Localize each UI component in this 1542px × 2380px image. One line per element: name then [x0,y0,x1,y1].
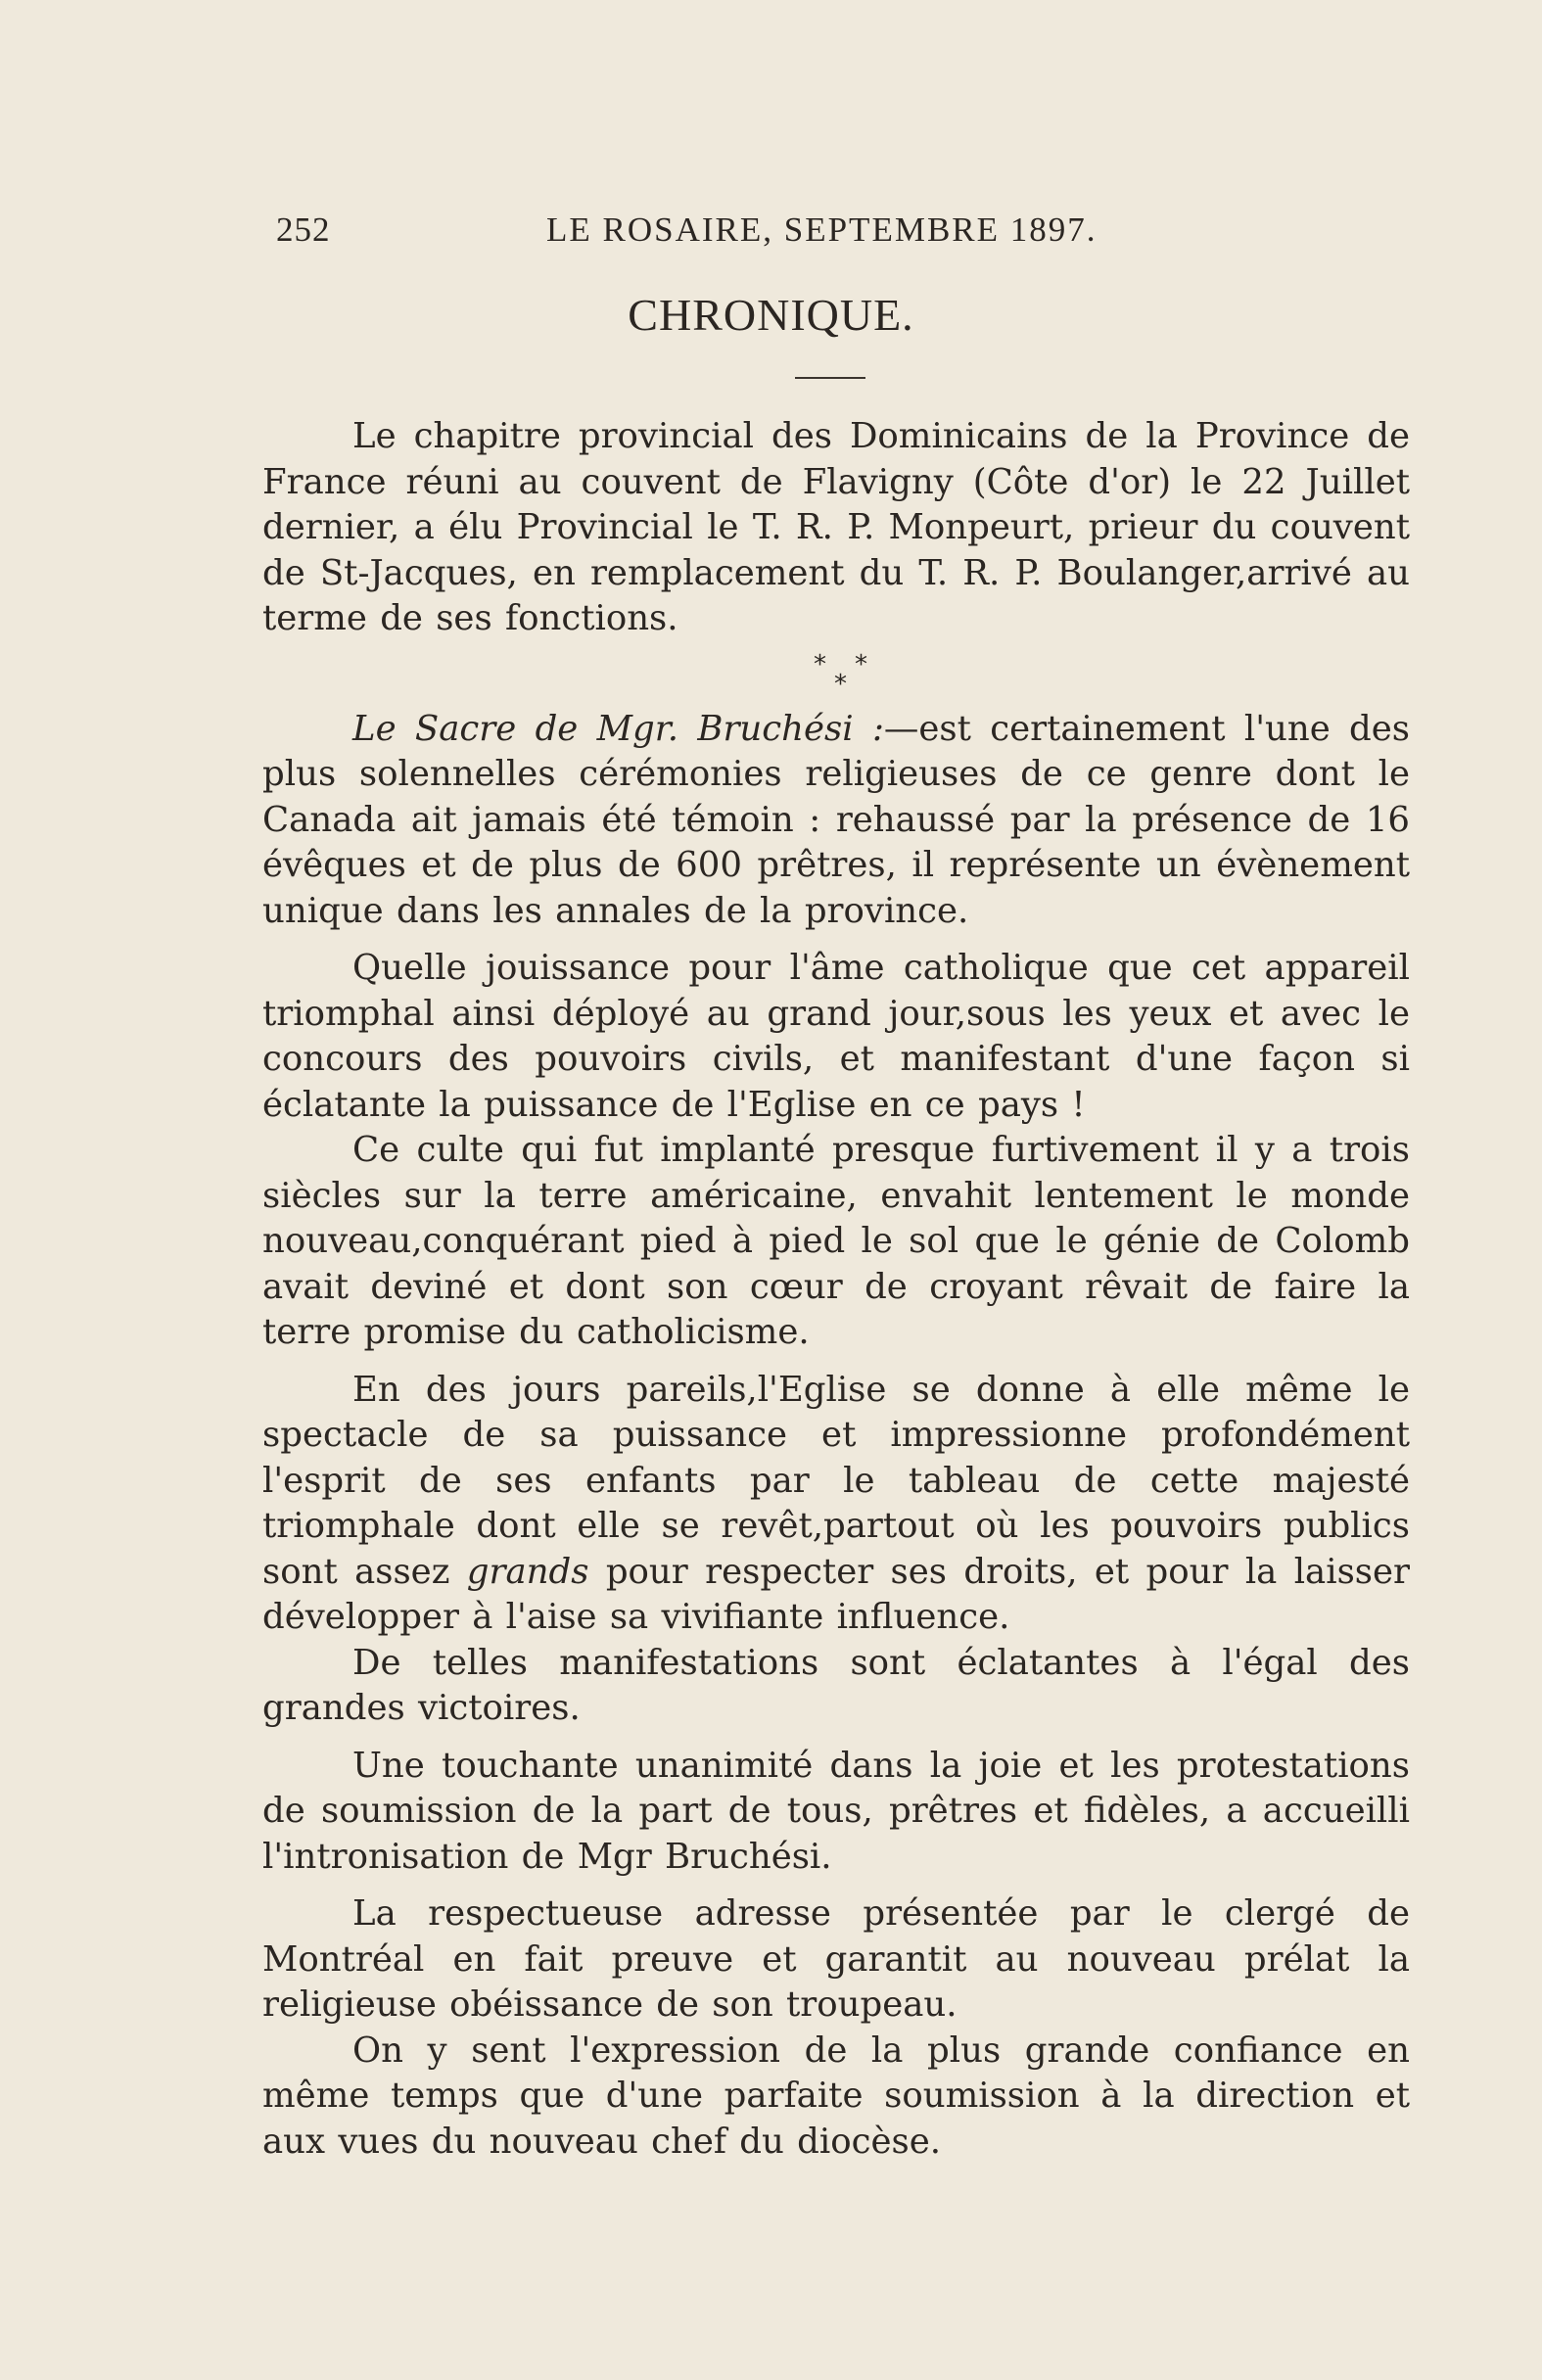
paragraph-adresse: La respectueuse adresse présentée par le clergé de Montréal en fait preuve et garantit au nouveau prélat la religieuse obéissance de son troupeau. [262,1893,1410,2025]
paragraph-manifestations: De telles manifestations sont éclatantes à l'égal des grandes victoires. [262,1642,1410,1728]
asterism-separator [262,644,1410,705]
paragraph-confiance: On y sent l'expression de la plus grande confiance en même temps que d'une parfaite soumission à la direction et aux vues du nouveau chef du diocèse. [262,2030,1410,2162]
paragraph-gap [262,1356,1410,1368]
italic-word: grands [466,1551,589,1592]
paragraph-gap [262,1732,1410,1744]
running-head [262,210,1153,265]
asterism-star-icon: * [855,649,867,679]
paragraph-sacre-text: —est certainement l'une des plus solennelles cérémonies religieuses de ce genre dont le Canada ait jamais été témoin : rehaussé par la présence de 16 évêques et de plus de 600 prêtres, il représente un évènement unique dans les annales de la province. [262,708,1410,931]
paragraph-unanimite: Une touchante unanimité dans la joie et les protestations de soumission de la part de tous, prêtres et fidèles, a accueilli l'intronisation de Mgr Bruchési. [262,1745,1410,1877]
paragraph-gap [262,1880,1410,1891]
page-number: 252 [276,210,331,249]
journal-title: LE ROSAIRE, SEPTEMBRE 1897. [546,210,1098,249]
paragraph-text: En des jours pareils,l'Eglise se donne à elle même le spectacle de sa puissance et impressionne profondément l'esprit de ses enfants par le tableau de cette majesté triomphale dont elle se revêt,partout où les pouvoirs publics sont assez [262,1369,1410,1592]
paragraph-gap [262,934,1410,946]
paragraph-chapitre: Le chapitre provincial des Dominicains de la Province de France réuni au couvent de Flavigny (Côte d'or) le 22 Juillet dernier, a élu Provincial le T. R. P. Monpeurt, prieur du couvent de St-Jacques, en remplacement du T. R. P. Boulanger,arrivé au terme de ses fonctions. [262,416,1410,638]
paragraph-sacre [262,707,1410,935]
paragraph-culte: Ce culte qui fut implanté presque furtivement il y a trois siècles sur la terre américaine, envahit lentement le monde nouveau,conquérant pied à pied le sol que le génie de Colomb avait deviné et dont son cœur de croyant rêvait de faire la terre promise du catholicisme. [262,1130,1410,1352]
paragraph-text: pour respecter ses droits, et pour la laisser développer à l'aise sa vivifiante influence. [262,1551,1410,1637]
asterism-star-icon: * [814,649,826,679]
asterism-star-icon: * [834,669,847,699]
paragraph-lead: Le Sacre de Mgr. Bruchési : [352,708,884,749]
paragraph-jours-pareils [262,1368,1410,1641]
article-body [262,414,1410,2165]
paragraph-jouissance: Quelle jouissance pour l'âme catholique que cet appareil triomphal ainsi déployé au grand jour,sous les yeux et avec le concours des pouvoirs civils, et manifestant d'une façon si éclatante la puissance de l'Eglise en ce pays ! [262,948,1410,1125]
title-rule [795,377,865,379]
section-title: CHRONIQUE. [628,290,914,340]
